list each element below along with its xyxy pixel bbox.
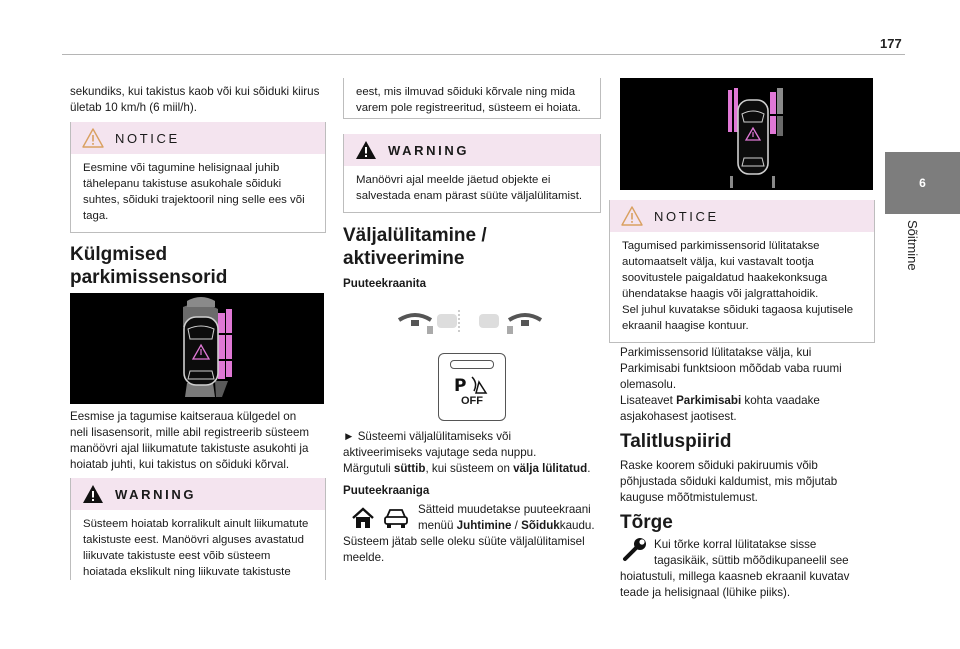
- step-line: ► Süsteemi väljalülitamiseks või: [343, 430, 512, 443]
- fault-line: Kui tõrke korral lülitatakse sisse: [654, 538, 817, 551]
- chapter-tab[interactable]: 6: [885, 152, 960, 214]
- svg-text:P: P: [454, 376, 467, 395]
- warning-triangle-icon: [81, 127, 105, 149]
- settings-line: Sätteid muudetakse puuteekraani: [418, 503, 591, 516]
- body-line: kauguse mõõtmistulemust.: [620, 491, 758, 504]
- subheading-no-touchscreen: Puuteekraanita: [343, 277, 427, 290]
- heading-fault: Tõrge: [620, 512, 673, 533]
- warning-line: varem pole registreeritud, süsteem ei hoiata.: [356, 102, 581, 114]
- body-line: Lisateavet Parkimisabi kohta vaadake: [620, 394, 820, 407]
- rear-sensors-display: [620, 78, 873, 190]
- off-label: OFF: [461, 395, 483, 407]
- notice-header: [610, 200, 874, 232]
- notice-line: suhtes, sõiduki trajektooril ning selle ees või: [83, 194, 305, 206]
- car-sensor-illustration: [620, 78, 873, 190]
- body-line: Parkimissensorid lülitatakse välja, kui: [620, 346, 812, 359]
- notice-line: Eesmine või tagumine helisignaal juhib: [83, 162, 280, 174]
- fault-line: hoiatustuli, millega kaasneb ekraanil kuvatav: [620, 570, 850, 583]
- step-line: aktiveerimiseks vajutage seda nuppu.: [343, 446, 537, 459]
- body-line: põhjustada sõiduki kaldumist, mis mõjutab: [620, 475, 838, 488]
- notice-line: soovitustele paigaldatud haakekonksuga: [622, 272, 828, 284]
- car-sensor-illustration: [70, 293, 324, 404]
- page-number: 177: [880, 36, 902, 51]
- body-line: hoiatab juhti, kui takistus on sõiduki kõrval.: [70, 458, 290, 471]
- warning-box-2: [343, 134, 601, 213]
- home-icon: [350, 506, 376, 530]
- section-heading-line-2: aktiveerimine: [343, 248, 465, 269]
- body-line: Raske koorem sõiduki pakiruumis võib: [620, 459, 818, 472]
- wrench-icon: [621, 537, 649, 563]
- car-icon: [382, 506, 410, 530]
- fault-line: teade ja helisignaal (lühike piiks).: [620, 586, 791, 599]
- warning-triangle-icon: [81, 483, 105, 505]
- side-sensors-display: [70, 293, 324, 404]
- warning-line: hoiatada ekslikult ning liikuvate takistuste: [83, 566, 291, 578]
- warning-header: [71, 478, 325, 510]
- body-line: neli lisasensorit, mille abil registreerib süsteem: [70, 426, 310, 439]
- heading-limits: Talitluspiirid: [620, 431, 732, 452]
- notice-line: Tagumised parkimissensorid lülitatakse: [622, 240, 820, 252]
- section-heading-line-1: Väljalülitamine /: [343, 225, 487, 246]
- notice-header: [71, 122, 325, 154]
- warning-line: liikuvate takistuste eest võib süsteem: [83, 550, 271, 562]
- step-line: Märgutuli süttib, kui süsteem on välja lülitatud.: [343, 462, 591, 475]
- warning-line: Süsteem hoiatab korralikult ainult liikumatute: [83, 518, 309, 530]
- notice-box-2: [609, 200, 875, 343]
- warning-header: [344, 134, 600, 166]
- notice-line: tähelepanu takistuse asukohale sõiduki: [83, 178, 282, 190]
- tail-line: meelde.: [343, 551, 385, 564]
- tail-line: Süsteem jätab selle oleku süüte väljalülitamisel: [343, 535, 585, 548]
- notice-line: taga.: [83, 210, 109, 222]
- notice-line: Sel juhul kuvatakse sõiduki tagaosa kujutisele: [622, 304, 854, 316]
- notice-line: ühendatakse haagis või jalgrattahoidik.: [622, 288, 819, 300]
- warning-triangle-icon: [354, 139, 378, 161]
- warning-title: WARNING: [115, 486, 197, 502]
- intro-line-2: ületab 10 km/h (6 miil/h).: [70, 101, 197, 114]
- section-heading-line-1: Külgmised: [70, 244, 168, 265]
- warning-box-continued: [343, 78, 601, 119]
- notice-line: ekraanil haagise kontuur.: [622, 320, 749, 332]
- body-line: Eesmise ja tagumise kaitseraua külgedel on: [70, 410, 297, 423]
- subheading-touchscreen: Puuteekraaniga: [343, 484, 430, 497]
- notice-line: automaatselt välja, kui vastavalt tootja: [622, 256, 814, 268]
- warning-line: Manöövri ajal meelde jäetud objekte ei: [356, 174, 551, 186]
- notice-title: NOTICE: [115, 130, 180, 146]
- body-line: manöövri ajal liikumatute takistuste asukohti ja: [70, 442, 309, 455]
- fault-line: tagasikäik, süttib mõõdikupaneelil see: [654, 554, 849, 567]
- section-heading-line-2: parkimissensorid: [70, 267, 228, 288]
- intro-line-1: sekundiks, kui takistus kaob või kui sõiduki kiirus: [70, 85, 320, 98]
- indicator-lamp: [450, 360, 494, 369]
- park-sensors-off-button[interactable]: [438, 353, 506, 421]
- warning-title: WARNING: [388, 142, 470, 158]
- body-line: olemasolu.: [620, 378, 677, 391]
- parking-sensor-icon: [452, 373, 492, 395]
- chapter-title: Sõitmine: [905, 220, 920, 271]
- warning-triangle-icon: [620, 205, 644, 227]
- warning-line: eest, mis ilmuvad sõiduki kõrvale ning mida: [356, 86, 576, 98]
- steering-wheel-icon: [393, 308, 553, 336]
- warning-line: salvestada enam pärast süüte väljalülitamist.: [356, 190, 583, 202]
- notice-box-1: [70, 122, 326, 233]
- body-line: asjakohasest jaotisest.: [620, 410, 737, 423]
- top-divider: [62, 54, 905, 55]
- settings-line: menüü Juhtimine / Sõidukkaudu.: [418, 519, 595, 532]
- notice-title: NOTICE: [654, 208, 719, 224]
- warning-line: takistuste eest. Manöövri alguses avastatud: [83, 534, 304, 546]
- body-line: Parkimisabi funktsioon mõõdab vaba ruumi: [620, 362, 842, 375]
- warning-box-1: [70, 478, 326, 580]
